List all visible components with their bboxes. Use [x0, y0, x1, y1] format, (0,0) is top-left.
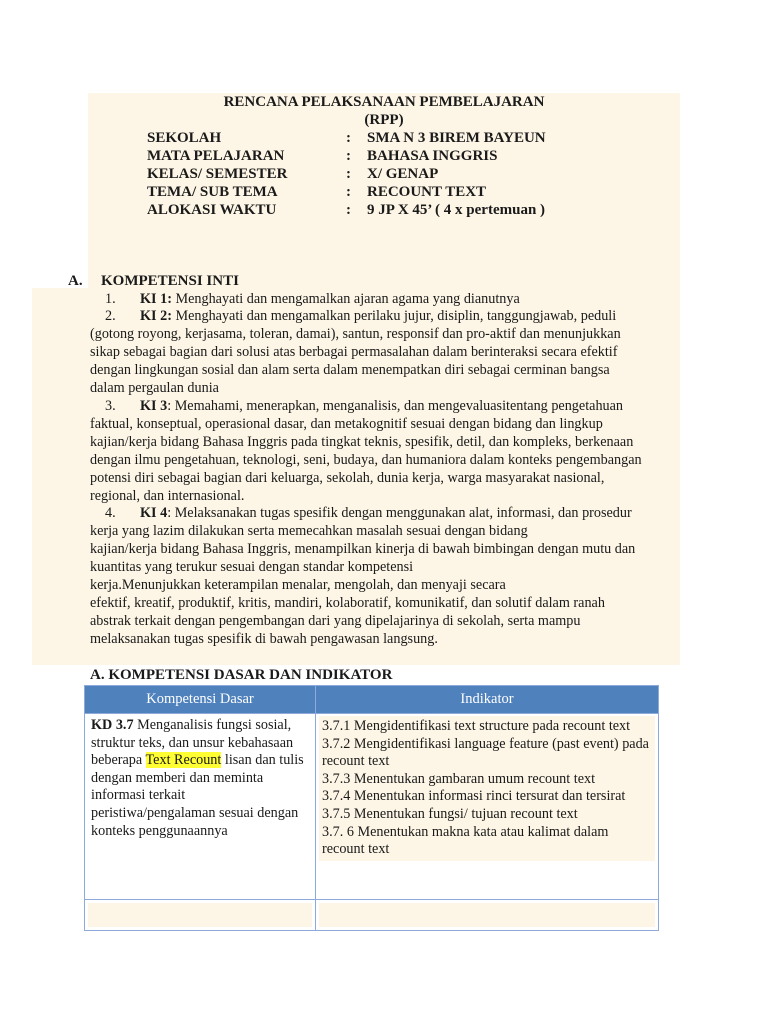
empty-cell — [85, 900, 316, 931]
indicator-list — [319, 716, 655, 861]
kd-heading: A. KOMPETENSI DASAR DAN INDIKATOR — [90, 667, 393, 683]
ki-line: melaksanakan tugas spesifik di bawah pengawasan langsung. — [90, 631, 438, 647]
meta-colon: : — [346, 130, 351, 146]
column-header-indikator: Indikator — [316, 686, 659, 714]
meta-key: KELAS/ SEMESTER — [147, 166, 288, 182]
indicator-item: 3.7.2 Mengidentifikasi language feature (past event) pada recount text — [322, 735, 649, 770]
ki-heading: KOMPETENSI INTI — [101, 273, 239, 289]
indicator-item: 3.7.1 Mengidentifikasi text structure pada recount text — [322, 718, 631, 734]
ki-line: kajian/kerja bidang Bahasa Inggris pada tingkat teknis, spesifik, detil, dan kompleks, berkenaan — [90, 434, 634, 450]
ki-line — [140, 307, 735, 325]
ki-line: potensi diri sebagai bagian dari keluarga, sekolah, dunia kerja, warga masyarakat nasional, — [90, 470, 605, 486]
ki-line: abstrak terkait dengan pengembangan dari yang dipelajarinya di sekolah, serta mampu — [90, 613, 581, 629]
table-row — [85, 714, 659, 900]
table-row — [85, 900, 659, 931]
indicator-item: 3.7.3 Menentukan gambaran umum recount text — [322, 770, 596, 787]
ki-text: Menghayati dan mengamalkan ajaran agama yang dianutnya — [171, 291, 520, 307]
ki-label: KI 3 — [140, 398, 168, 414]
ki-number: 4. — [105, 505, 116, 521]
kd-label: KD 3.7 — [91, 717, 134, 733]
ki-line — [140, 290, 735, 308]
empty-cell-fill — [319, 903, 655, 927]
ki-number: 3. — [105, 398, 116, 414]
indicator-item: 3.7. 6 Menentukan makna kata atau kalimat dalam recount text — [322, 823, 609, 858]
meta-value: SMA N 3 BIREM BAYEUN — [367, 130, 546, 146]
indicator-cell — [316, 714, 659, 900]
meta-row-tema — [0, 183, 768, 201]
ki-line: kuantitas yang terukur sesuai dengan standar kompetensi — [90, 559, 414, 575]
meta-key: ALOKASI WAKTU — [147, 202, 277, 218]
ki-text: Menghayati dan mengamalkan perilaku jujur, disiplin, tanggungjawab, peduli — [171, 308, 617, 324]
kd-text: lisan dan tulis dengan memberi dan meminta informasi terkait peristiwa/pengalaman sesuai dengan konteks penggunaannya — [91, 752, 304, 839]
ki-line: efektif, kreatif, produktif, kritis, mandiri, kolaboratif, komunikatif, dan solutif dalam ranah — [90, 595, 605, 611]
meta-value: X/ GENAP — [367, 166, 439, 182]
ki-line: regional, dan internasional. — [90, 488, 245, 504]
ki-line: kerja yang lazim dilakukan serta memecahkan masalah sesuai dengan bidang — [90, 523, 528, 539]
ki-label: KI 1: — [140, 291, 172, 307]
meta-colon: : — [346, 184, 351, 200]
ki-text: : Melaksanakan tugas spesifik dengan menggunakan alat, informasi, dan prosedur — [167, 505, 632, 521]
meta-value: BAHASA INGGRIS — [367, 148, 498, 164]
document-subtitle: (RPP) — [364, 112, 404, 128]
meta-row-mapel — [0, 147, 768, 165]
meta-key: MATA PELAJARAN — [147, 148, 285, 164]
ki-line — [140, 504, 735, 522]
meta-row-sekolah — [0, 129, 768, 147]
kd-highlight: Text Recount — [145, 752, 222, 769]
meta-value: RECOUNT TEXT — [367, 184, 487, 200]
kd-cell — [85, 714, 316, 900]
document-title: RENCANA PELAKSANAAN PEMBELAJARAN — [223, 94, 545, 110]
left-background — [32, 288, 88, 665]
empty-cell-fill — [88, 903, 312, 927]
column-header-kd: Kompetensi Dasar — [85, 686, 316, 714]
ki-number: 2. — [105, 308, 116, 324]
ki-line: dalam pergaulan dunia — [90, 380, 219, 396]
indicator-item: 3.7.5 Menentukan fungsi/ tujuan recount text — [322, 805, 578, 822]
ki-line: sikap sebagai bagian dari solusi atas berbagai permasalahan dalam berinteraksi secara efektif — [90, 344, 618, 360]
meta-colon: : — [346, 202, 351, 218]
ki-text: : Memahami, menerapkan, menganalisis, dan mengevaluasitentang pengetahuan — [167, 398, 624, 414]
ki-line: faktual, konseptual, operasional dasar, dan metakognitif sesuai dengan bidang dan lingkup — [90, 416, 603, 432]
kd-cell-content — [87, 715, 313, 842]
ki-line: kajian/kerja bidang Bahasa Inggris, menampilkan kinerja di bawah bimbingan dengan mutu dan — [90, 541, 636, 557]
meta-row-alokasi — [0, 201, 768, 219]
ki-line: kerja.Menunjukkan keterampilan menalar, mengolah, dan menyaji secara — [90, 577, 506, 593]
table-header-row — [85, 686, 659, 714]
meta-colon: : — [346, 148, 351, 164]
ki-line: dengan ilmu pengetahuan, teknologi, seni, budaya, dan humaniora dalam konteks pengembangan — [90, 452, 642, 468]
ki-label: KI 4 — [140, 505, 168, 521]
ki-line — [140, 397, 735, 415]
ki-number: 1. — [105, 291, 116, 307]
meta-colon: : — [346, 166, 351, 182]
ki-line: (gotong royong, kerjasama, toleran, damai), santun, responsif dan pro-aktif dan menunjukkan — [90, 326, 621, 342]
meta-key: SEKOLAH — [147, 130, 222, 146]
ki-letter: A. — [68, 273, 83, 289]
kd-table — [84, 685, 659, 931]
ki-label: KI 2: — [140, 308, 172, 324]
ki-line: dengan lingkungan sosial dan alam serta dalam menempatkan diri sebagai cerminan bangsa — [90, 362, 610, 378]
meta-value: 9 JP X 45’ ( 4 x pertemuan ) — [367, 202, 546, 218]
indicator-item: 3.7.4 Menentukan informasi rinci tersurat dan tersirat — [322, 788, 626, 805]
kd-text: Menganalisis fungsi sosial, struktur teks, dan unsur kebahasaan beberapa — [91, 717, 294, 769]
meta-key: TEMA/ SUB TEMA — [147, 184, 278, 200]
meta-row-kelas — [0, 165, 768, 183]
empty-cell — [316, 900, 659, 931]
